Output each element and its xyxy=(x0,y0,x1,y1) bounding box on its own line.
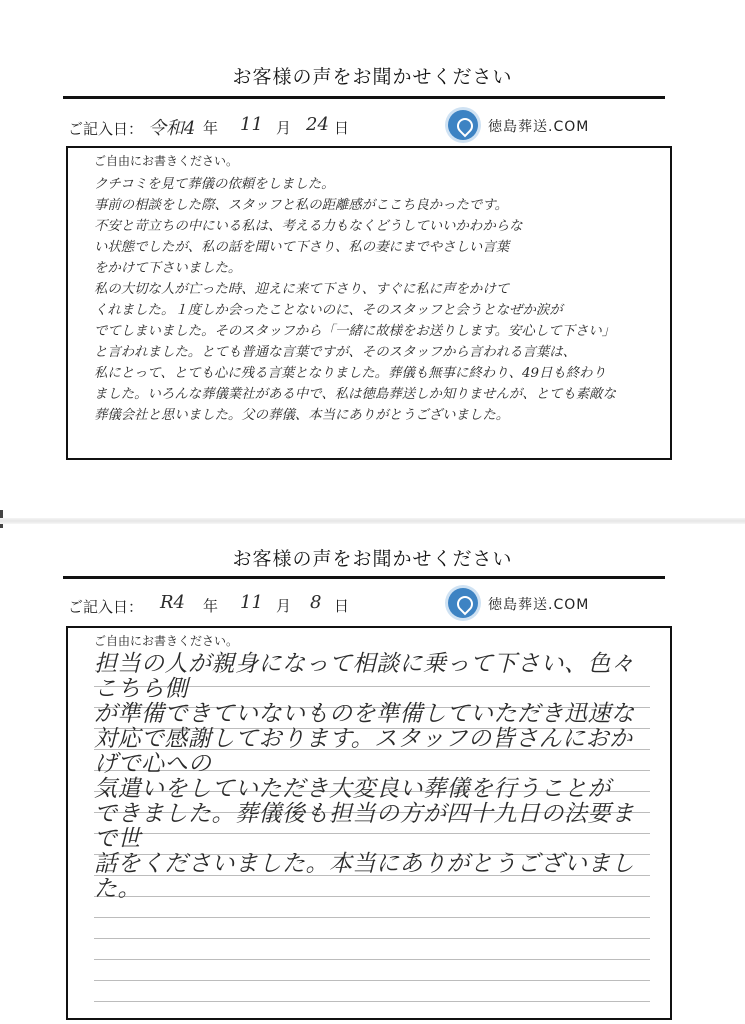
year-unit: 年 xyxy=(203,119,219,137)
page-fold xyxy=(0,518,745,524)
rose-logo-icon xyxy=(448,588,478,618)
date-month-value: 11 xyxy=(240,114,263,135)
date-month-value: 11 xyxy=(240,592,263,613)
comment-box-label: ご自由にお書きください。 xyxy=(94,154,239,168)
month-unit: 月 xyxy=(276,597,292,615)
sheet-title: お客様の声をお聞かせください xyxy=(232,66,513,88)
comment-lines xyxy=(94,177,650,452)
survey-sheet-1 xyxy=(0,0,745,505)
year-unit: 年 xyxy=(203,597,219,615)
company-logo xyxy=(448,108,668,144)
date-label: ご記入日： xyxy=(68,598,144,616)
sheet-title: お客様の声をお聞かせください xyxy=(232,548,513,570)
comment-box-label: ご自由にお書きください。 xyxy=(94,634,239,648)
company-logo xyxy=(448,586,668,622)
handwritten-comment: クチコミを見て葬儀の依頼をしました。 事前の相談をした際、スタッフと私の距離感がここち良かったです。 不安と苛立ちの中にいる私は、考える力もなくどうしていいかわからな い状態でしたが、私の話を聞いて下さり、私の妻にまでやさしい言葉 をかけて下さいました。 私の大切な人が亡った時、迎えに来て下さり、すぐに私に声をかけて くれました。１度しか会ったことないのに、そのスタッフと会うとなぜか涙が でてしまいました。そのスタッフから「一緒に故様をお送りします。安心して下さい」 と言われました。とても普通な言葉ですが、そのスタッフから言われる言葉は、 私にとって、とても心に残る言葉となりました。葬儀も無事に終わり、49日も終わり ました。いろんな葬儀業社がある中で、私は徳島葬送しか知りませんが、とても素敵な 葬儀会社と思いました。父の葬儀、本当にありがとうございました。 xyxy=(94,177,616,423)
logo-text: 徳島葬送.COM xyxy=(488,597,590,613)
day-unit: 日 xyxy=(334,597,350,615)
title-rule xyxy=(63,576,665,579)
date-day-value: 8 xyxy=(310,592,322,613)
day-unit: 日 xyxy=(334,119,350,137)
rose-logo-icon xyxy=(448,110,478,140)
comment-box xyxy=(66,146,672,460)
handwritten-comment: 担当の人が親身になって相談に乗って下さい、色々こちら側 が準備できていないものを準備していただき迅速な 対応で感謝しております。スタッフの皆さんにおかげで心への 気遣いをしていただき大変良い葬儀を行うことが できました。葬儀後も担当の方が四十九日の法要まで世 話をくださいました。本当にありがとうございました。 xyxy=(94,651,635,902)
date-day-value: 24 xyxy=(306,114,329,135)
title-rule xyxy=(63,96,665,99)
survey-sheet-2 xyxy=(0,532,745,1024)
comment-lines xyxy=(94,651,650,1012)
date-era-value: R4 xyxy=(160,592,186,613)
date-label: ご記入日： xyxy=(68,120,144,138)
date-era-value: 令和4 xyxy=(148,118,196,139)
logo-text: 徳島葬送.COM xyxy=(488,119,590,135)
month-unit: 月 xyxy=(276,119,292,137)
comment-box xyxy=(66,626,672,1020)
